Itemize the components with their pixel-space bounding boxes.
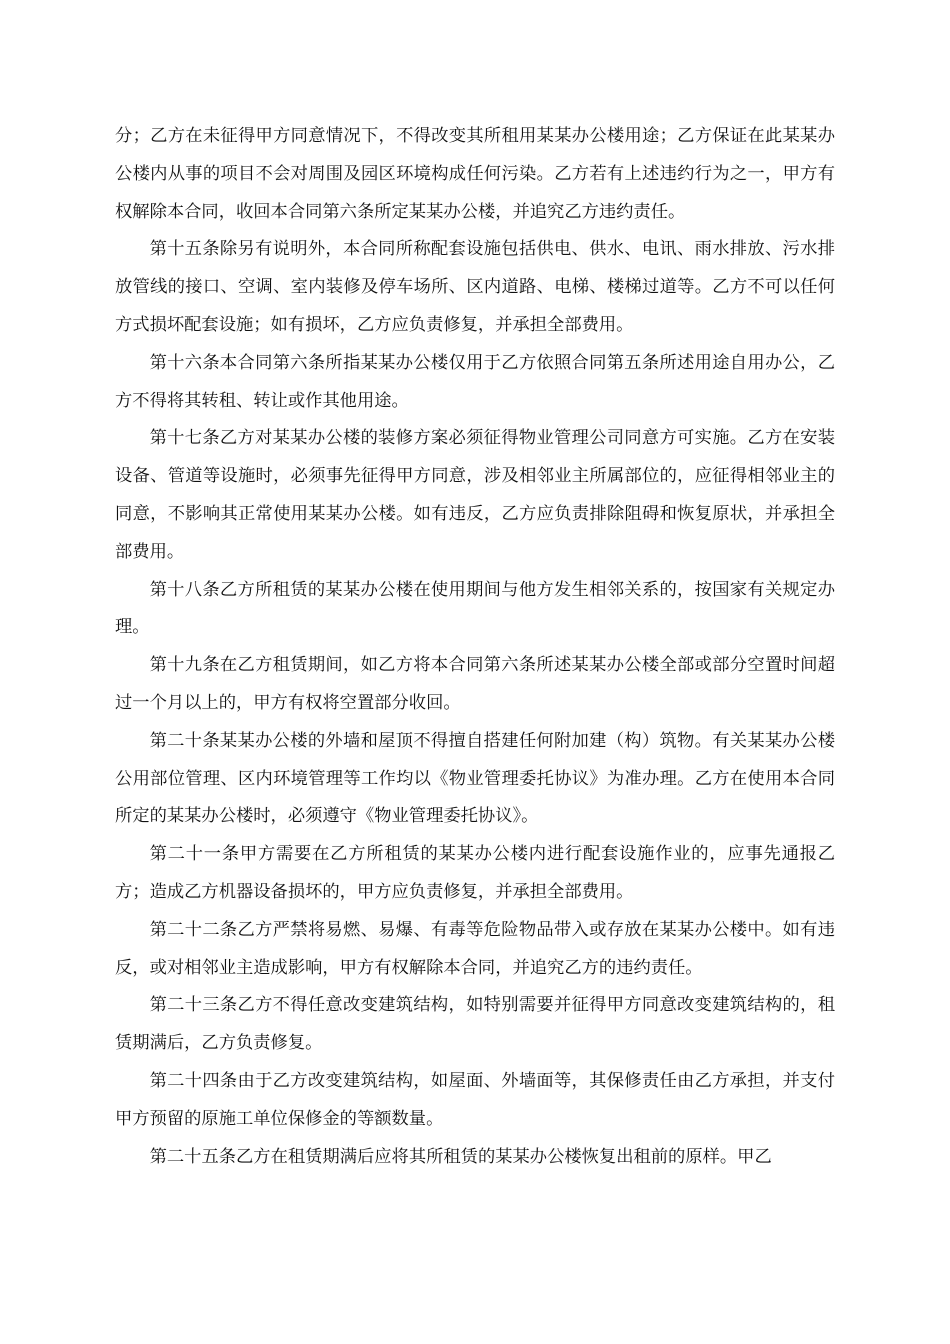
paragraph-article-17: 第十七条乙方对某某办公楼的装修方案必须征得物业管理公司同意方可实施。乙方在安装设备、管道等设施时，必须事先征得甲方同意，涉及相邻业主所属部位的，应征得相邻业主的同意，不影响其正常使用某某办公楼。如有违反，乙方应负责排除阻碍和恢复原状，并承担全部费用。 <box>115 428 835 562</box>
paragraph-article-20: 第二十条某某办公楼的外墙和屋顶不得擅自搭建任何附加建（构）筑物。有关某某办公楼公用部位管理、区内环境管理等工作均以《物业管理委托协议》为准办理。乙方在使用本合同所定的某某办公楼时，必须遵守《物业管理委托协议》。 <box>115 730 835 827</box>
paragraph-article-21: 第二十一条甲方需要在乙方所租赁的某某办公楼内进行配套设施作业的，应事先通报乙方；造成乙方机器设备损坏的，甲方应负责修复，并承担全部费用。 <box>115 844 835 902</box>
paragraph-article-24: 第二十四条由于乙方改变建筑结构，如屋面、外墙面等，其保修责任由乙方承担，并支付甲方预留的原施工单位保修金的等额数量。 <box>115 1070 835 1129</box>
paragraph-article-16: 第十六条本合同第六条所指某某办公楼仅用于乙方依照合同第五条所述用途自用办公，乙方不得将其转租、转让或作其他用途。 <box>115 352 835 411</box>
paragraph-article-19: 第十九条在乙方租赁期间，如乙方将本合同第六条所述某某办公楼全部或部分空置时间超过一个月以上的，甲方有权将空置部分收回。 <box>115 655 835 713</box>
paragraph-article-15: 第十五条除另有说明外，本合同所称配套设施包括供电、供水、电讯、雨水排放、污水排放管线的接口、空调、室内装修及停车场所、区内道路、电梯、楼梯过道等。乙方不可以任何方式损坏配套设施；如有损坏，乙方应负责修复，并承担全部费用。 <box>115 239 835 335</box>
paragraph-article-25: 第二十五条乙方在租赁期满后应将其所租赁的某某办公楼恢复出租前的原样。甲乙 <box>149 1146 772 1167</box>
paragraph-article-22: 第二十二条乙方严禁将易燃、易爆、有毒等危险物品带入或存放在某某办公楼中。如有违反，或对相邻业主造成影响，甲方有权解除本合同，并追究乙方的违约责任。 <box>115 919 835 978</box>
document-body <box>115 118 835 1176</box>
paragraph-continuation: 分；乙方在未征得甲方同意情况下，不得改变其所租用某某办公楼用途；乙方保证在此某某办公楼内从事的项目不会对周围及园区环境构成任何污染。乙方若有上述违约行为之一，甲方有权解除本合同，收回本合同第六条所定某某办公楼，并追究乙方违约责任。 <box>115 126 835 222</box>
paragraph-article-23: 第二十三条乙方不得任意改变建筑结构，如特别需要并征得甲方同意改变建筑结构的，租赁期满后，乙方负责修复。 <box>115 995 835 1054</box>
paragraph-article-18: 第十八条乙方所租赁的某某办公楼在使用期间与他方发生相邻关系的，按国家有关规定办理。 <box>115 579 835 638</box>
